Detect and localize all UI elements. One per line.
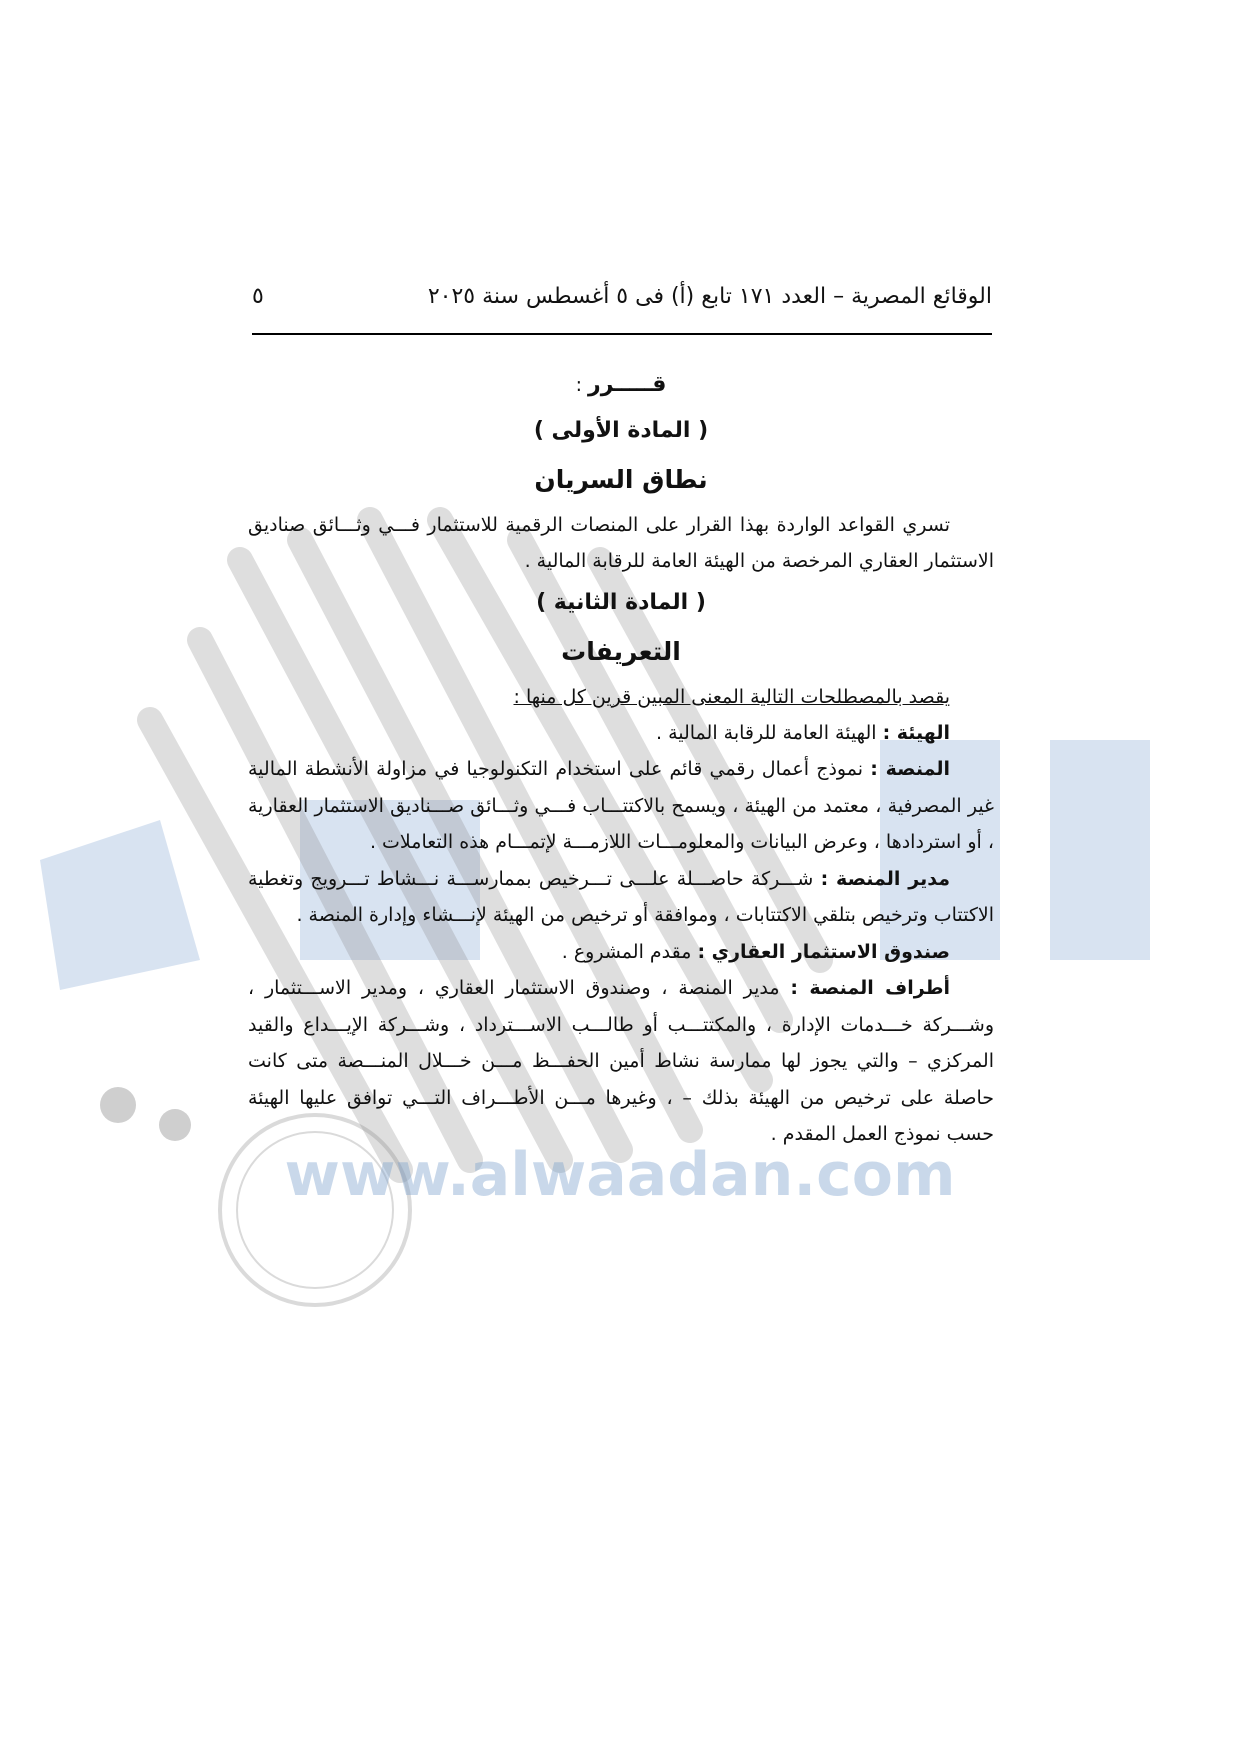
definitions-intro (248, 679, 994, 715)
definition-term: صندوق الاستثمار العقاري : (697, 940, 950, 963)
article-2-label: ( المادة الثانية ) (536, 589, 706, 615)
definition-item (248, 934, 994, 970)
definitions-intro-text: يقصد بالمصطلحات التالية المعنى المبين قرين كل منها : (513, 685, 950, 708)
definition-term: الهيئة : (882, 721, 950, 744)
definition-text: نموذج أعمال رقمي قائم على استخدام التكنولوجيا في مزاولة الأنشطة المالية غير المصرفية ، معتمد من الهيئة ، ويسمح بالاكتتـــاب فـــي وثـــائق صـــناديق الاستثمار العقارية ، أو استردادها ، وعرض البيانات والمعلومـــات اللازمـــة لإتمـــام هذه التعاملات . (248, 758, 994, 854)
decree-colon: : (575, 374, 582, 396)
definition-item (248, 970, 994, 1152)
definition-item (248, 861, 994, 934)
gazette-header (252, 284, 992, 324)
definition-text: مقدم المشروع . (561, 940, 692, 963)
article-2-title: التعريفات (561, 637, 681, 666)
gazette-title: الوقائع المصرية – العدد ١٧١ تابع (أ) فى ٥ أغسطس سنة ٢٠٢٥ (427, 284, 992, 309)
definition-term: مدير المنصة : (820, 867, 950, 890)
decree-word: قـــــرر (588, 372, 667, 397)
definition-item (248, 715, 994, 751)
definition-text: شـــركة حاصـــلة علـــى تـــرخيص بممارســـة نـــشاط تـــرويج وتغطية الاكتتاب وترخيص بتلقي الاكتتابات ، وموافقة أو ترخيص من الهيئة لإنـــشاء وإدارة المنصة . (248, 867, 994, 927)
definition-term: المنصة : (870, 758, 950, 781)
page-number: ٥ (252, 284, 264, 309)
definition-text: الهيئة العامة للرقابة المالية . (655, 721, 877, 744)
article-1-title: نطاق السريان (534, 465, 708, 495)
definition-term: أطراف المنصة : (790, 977, 950, 1000)
article-1-label: ( المادة الأولى ) (533, 418, 709, 444)
header-divider (252, 333, 992, 335)
definition-text: مدير المنصة ، وصندوق الاستثمار العقاري ، ومدير الاســـتثمار ، وشـــركة خـــدمات الإدارة ، والمكتتـــب أو طالـــب الاســـترداد ، وشـــركة الإيـــداع والقيد المركزي – والتي يجوز لها ممارسة نشاط أمين الحفـــظ مـــن خـــلال المنـــصة متى كانت حاصلة على ترخيص من الهيئة بذلك – ، وغيرها مـــن الأطـــراف التـــي توافق عليها الهيئة حسب نموذج العمل المقدم . (248, 977, 994, 1146)
article-1-text: تسري القواعد الواردة بهذا القرار على المنصات الرقمية للاستثمار فـــي وثـــائق صناديق الاستثمار العقاري المرخصة من الهيئة العامة للرقابة المالية . (248, 513, 994, 573)
watermark-site-text: www.alwaadan.com (284, 1140, 956, 1210)
document-body (248, 362, 994, 1153)
decree-heading (248, 362, 994, 408)
definition-item (248, 751, 994, 860)
